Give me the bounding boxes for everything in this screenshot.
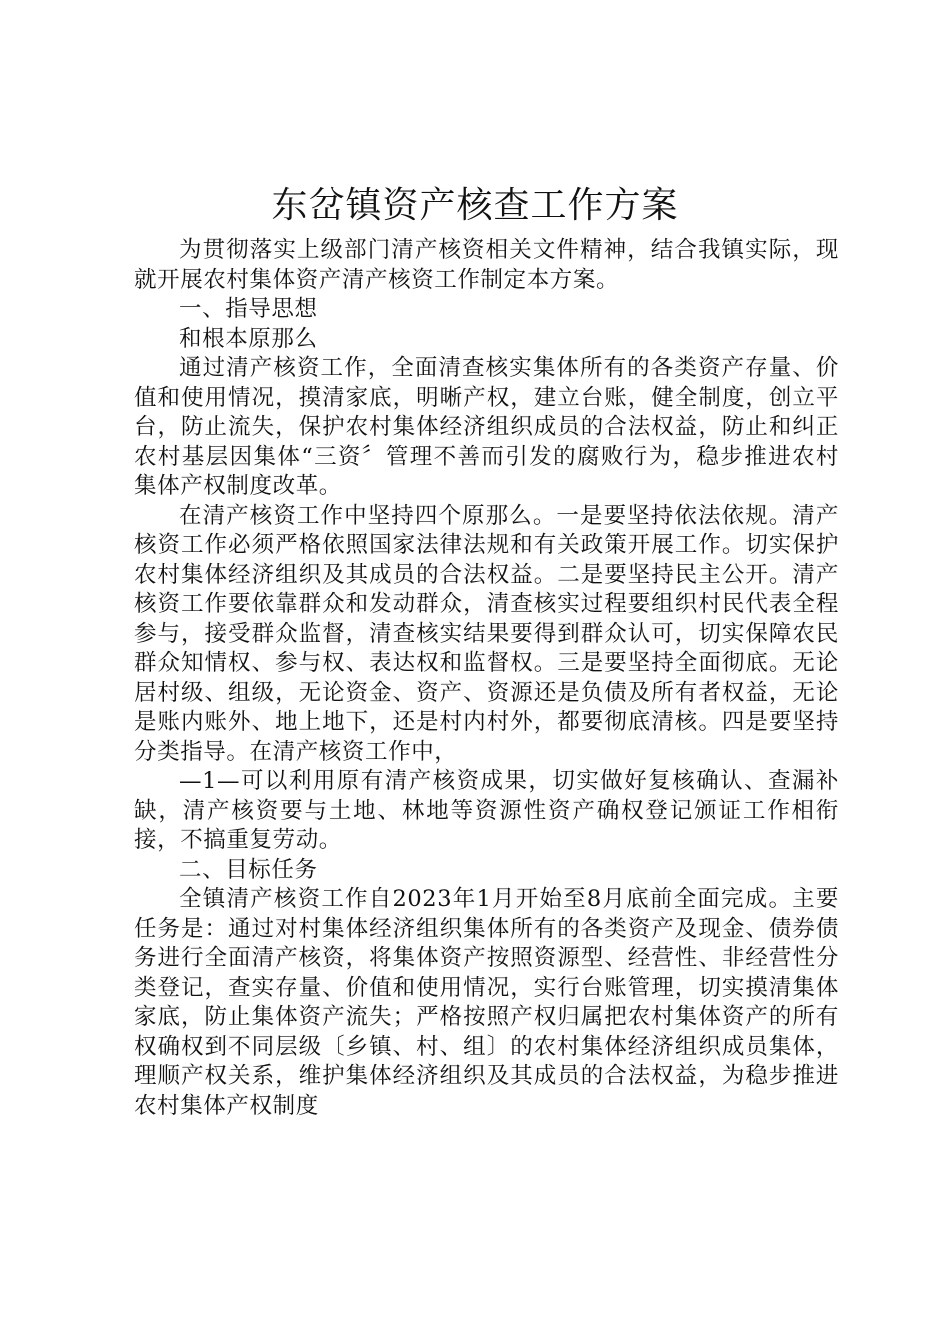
paragraph-main-tasks: 全镇清产核资工作自2023年1月开始至8月底前全面完成。主要任务是：通过对村集体经济组织集体所有的各类资产及现金、债券债务进行全面清产核资，将集体资产按照资源型、经营性、非经营性分类登记，查实存量、价值和使用情况，实行台账管理，切实摸清集体家底，防止集体资产流失；严格按照产权归属把农村集体资产的所有权确权到不同层级〔乡镇、村、组〕的农村集体经济组织成员集体，理顺产权关系，维护集体经济组织及其成员的合法权益，为稳步推进农村集体产权制度 bbox=[134, 886, 839, 1119]
document-body bbox=[134, 236, 839, 1121]
paragraph-intro: 为贯彻落实上级部门清产核资相关文件精神，结合我镇实际，现就开展农村集体资产清产核资工作制定本方案。 bbox=[134, 237, 839, 293]
paragraph-purpose: 通过清产核资工作，全面清查核实集体所有的各类资产存量、价值和使用情况，摸清家底，明晰产权，建立台账，健全制度，创立平台，防止流失，保护农村集体经济组织成员的合法权益，防止和纠正农村基层因集体“三资〞管理不善而引发的腐败行为，稳步推进农村集体产权制度改革。 bbox=[134, 355, 839, 499]
paragraph-reuse-results: —1—可以利用原有清产核资成果，切实做好复核确认、查漏补缺，清产核资要与土地、林地等资源性资产确权登记颁证工作相衔接，不搞重复劳动。 bbox=[134, 768, 839, 853]
document-title: 东岔镇资产核查工作方案 bbox=[271, 185, 679, 226]
section-heading-guiding-thought: 一、指导思想 bbox=[179, 296, 318, 322]
paragraph-four-principles: 在清产核资工作中坚持四个原那么。一是要坚持依法依规。清产核资工作必须严格依照国家法律法规和有关政策开展工作。切实保护农村集体经济组织及其成员的合法权益。二是要坚持民主公开。清产核资工作要依靠群众和发动群众，清查核实过程要组织村民代表全程参与，接受群众监督，清查核实结果要得到群众认可，切实保障农民群众知情权、参与权、表达权和监督权。三是要坚持全面彻底。无论居村级、组级，无论资金、资产、资源还是负债及所有者权益，无论是账内账外、地上地下，还是村内村外，都要彻底清核。四是要坚持分类指导。在清产核资工作中， bbox=[134, 502, 839, 765]
section-heading-principles: 和根本原那么 bbox=[179, 325, 318, 352]
section-heading-goals: 二、目标任务 bbox=[179, 856, 318, 883]
